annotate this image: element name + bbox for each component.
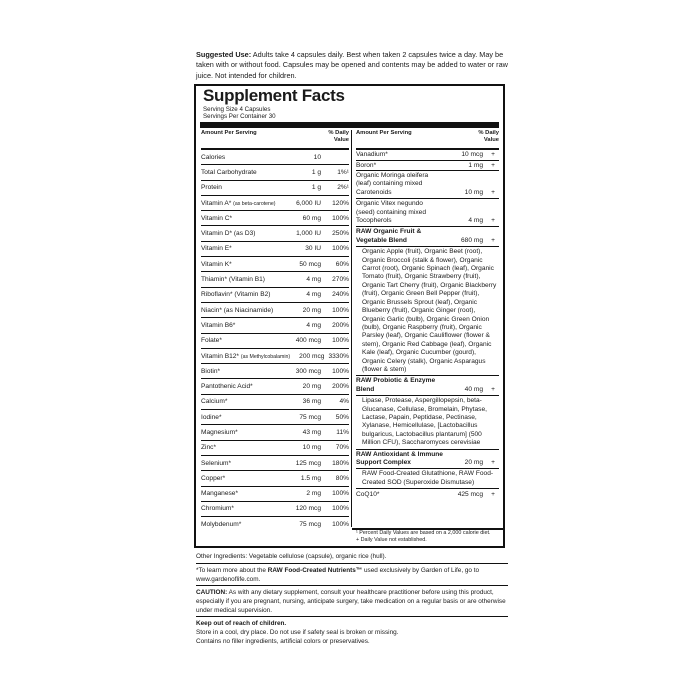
- nutrient-name: Vitamin D* (as D3): [201, 230, 256, 238]
- nutrient-name: Vitamin B12*: [201, 352, 241, 360]
- nutrient-row: [201, 441, 349, 456]
- nutrient-name-cell: [201, 184, 279, 191]
- nutrient-row: [201, 471, 349, 486]
- nutrient-name-cell: [201, 245, 279, 252]
- nutrient-amount: 20 mg: [302, 383, 321, 391]
- nutrient-name: Calories: [201, 153, 226, 161]
- nutrient-dv: 100%: [332, 306, 349, 314]
- serving-size: Serving Size 4 Capsules: [203, 106, 271, 113]
- nutrient-amount: 300 mcg: [295, 367, 321, 375]
- other-ingredients: Other Ingredients: Vegetable cellulose (capsule), organic rice (hull).: [196, 553, 387, 560]
- nutrient-name: Vitamin C*: [201, 214, 233, 222]
- nutrient-name-cell: [201, 475, 279, 482]
- column-divider: [351, 130, 352, 527]
- fruit-veg-amount: 680 mg: [461, 236, 483, 244]
- nutrient-row: [201, 303, 349, 318]
- nutrient-dv: 200%: [332, 321, 349, 329]
- fruit-veg-name: RAW Organic Fruit & Vegetable Blend: [356, 228, 422, 244]
- nutrient-name: Selenium*: [201, 459, 232, 467]
- left-header-dv: % Daily Value: [328, 130, 349, 143]
- footnote-dv: + Daily Value not established.: [356, 537, 427, 543]
- nutrient-amount: 1 g: [311, 168, 321, 176]
- panel-footnotes: [356, 530, 499, 544]
- probiotic-amount: 40 mg: [464, 385, 483, 393]
- moringa-dv: +: [491, 188, 495, 196]
- nutrient-row: [201, 242, 349, 257]
- nutrient-name-cell: [201, 169, 279, 176]
- nutrient-dv: 2%¹: [337, 184, 349, 192]
- nutrient-amount: 200 mcg: [299, 352, 325, 360]
- nutrient-name-cell: [201, 383, 279, 390]
- nutrient-amount: 1,000 IU: [296, 230, 321, 238]
- nutrient-amount: 125 mcg: [295, 459, 321, 467]
- supplement-facts-panel: [194, 84, 505, 548]
- learn-more: [196, 566, 516, 584]
- nutrient-name-cell: [201, 490, 279, 497]
- coq10-row: [356, 489, 499, 500]
- nutrient-row: [201, 272, 349, 287]
- nutrient-row: [201, 487, 349, 502]
- nutrient-amount: 2 mg: [306, 490, 321, 498]
- learn-more-bold: RAW Food-Created Nutrients™: [267, 567, 363, 574]
- nutrient-note: (as beta-carotene): [233, 200, 276, 207]
- nutrient-name: Iodine*: [201, 413, 222, 421]
- nutrient-name-cell: [201, 444, 279, 451]
- learn-more-pre: *To learn more about the: [196, 567, 268, 574]
- serving-info: [203, 106, 276, 121]
- coq10-amount: 425 mcg: [457, 490, 483, 498]
- nutrient-dv: 1%¹: [337, 168, 349, 176]
- nutrient-name: Vitamin E*: [201, 245, 232, 253]
- moringa-amount: 10 mg: [464, 188, 483, 196]
- nutrient-name-cell: [201, 505, 279, 512]
- nutrient-dv: 100%: [332, 214, 349, 222]
- boron-dv: +: [491, 161, 495, 169]
- nutrient-name-cell: [201, 307, 279, 314]
- nutrient-dv: 3330%: [328, 352, 349, 360]
- nutrient-dv: 120%: [332, 199, 349, 207]
- nutrient-row: [201, 288, 349, 303]
- nutrient-row: [201, 425, 349, 440]
- nutrient-amount: 1 g: [311, 184, 321, 192]
- nutrient-row: [201, 517, 349, 532]
- nutrient-amount: 120 mcg: [295, 505, 321, 513]
- nutrient-row: [201, 395, 349, 410]
- nutrient-name: Copper*: [201, 474, 226, 482]
- nutrient-dv: 270%: [332, 276, 349, 284]
- nutrient-row: [201, 211, 349, 226]
- vanadium-name: Vanadium*: [356, 151, 388, 159]
- suggested-use-label: Suggested Use:: [196, 50, 252, 59]
- nutrient-name: Folate*: [201, 337, 222, 345]
- coq10-dv: +: [491, 490, 495, 498]
- nutrient-name: Zinc*: [201, 444, 217, 452]
- probiotic-ingredients: Lipase, Protease, Aspergillopepsin, beta-Glucanase, Cellulase, Bromelain, Phytase, Lactase, Papain, Peptidase, Pectinase, Xylanase, Hemicellulase, [Lactobacillus bulgaricus, Lactobacillus plantarum] (500 Million CFU), Saccharomyces cerevisiae: [356, 396, 499, 449]
- nutrient-name: Pantothenic Acid*: [201, 383, 253, 391]
- nutrient-amount: 1.5 mg: [300, 474, 321, 482]
- nutrient-dv: 100%: [332, 337, 349, 345]
- nutrient-amount: 4 mg: [306, 276, 321, 284]
- nutrient-dv: 180%: [332, 459, 349, 467]
- nutrient-note: (as Methylcobalamin): [240, 353, 291, 360]
- nutrient-amount: 400 mcg: [295, 337, 321, 345]
- vitex-text: Organic Vitex negundo (seed) containing mixed Tocopherols: [356, 200, 427, 225]
- moringa-row: [356, 171, 499, 199]
- nutrient-name-cell: [201, 261, 279, 268]
- nutrient-row: [201, 165, 349, 180]
- right-column: [356, 130, 499, 500]
- left-column: [201, 130, 349, 532]
- nutrient-amount: 4 mg: [306, 291, 321, 299]
- nutrient-amount: 50 mcg: [299, 260, 321, 268]
- right-header: [356, 130, 499, 150]
- vanadium-amount: 10 mcg: [461, 151, 483, 159]
- boron-amount: 1 mg: [468, 161, 483, 169]
- nutrient-name: Vitamin B6*: [201, 321, 236, 329]
- antioxidant-ingredients: RAW Food-Created Glutathione, RAW Food-Created SOD (Superoxide Dismutase): [356, 469, 499, 489]
- divider-1: [196, 563, 508, 564]
- nutrient-dv: 80%: [335, 474, 349, 482]
- nutrient-amount: 60 mg: [302, 214, 321, 222]
- nutrient-row: [201, 364, 349, 379]
- nutrient-amount: 36 mg: [302, 398, 321, 406]
- nutrient-name-cell: [201, 154, 279, 161]
- nutrient-name-cell: [201, 200, 279, 207]
- suggested-use-text: Adults take 4 capsules daily. Best when taken 2 capsules twice a day. May be taken with or without food. Capsules may be opened and contents may be added to water or raw juice. Not intended for children.: [196, 50, 508, 80]
- nutrient-name-cell: [201, 291, 279, 298]
- panel-title: Supplement Facts: [203, 86, 345, 105]
- nutrient-name-cell: [201, 215, 279, 222]
- nutrient-dv: 100%: [332, 490, 349, 498]
- nutrient-amount: 30 IU: [305, 245, 321, 253]
- caution-label: CAUTION:: [196, 589, 228, 596]
- moringa-text: Organic Moringa oleifera (leaf) containing mixed Carotenoids: [356, 172, 429, 196]
- fruit-veg-dv: +: [491, 236, 495, 244]
- nutrient-dv: 60%: [335, 260, 349, 268]
- nutrient-dv: 70%: [335, 444, 349, 452]
- nutrient-dv: 50%: [335, 413, 349, 421]
- nutrient-dv: 100%: [332, 521, 349, 529]
- boron-row: [356, 161, 499, 172]
- nutrient-name: Calcium*: [201, 398, 228, 406]
- nutrient-row: [201, 150, 349, 165]
- keep-out-of-reach: Keep out of reach of children.: [196, 620, 287, 627]
- nutrient-dv: 4%: [339, 398, 349, 406]
- thick-divider: [200, 122, 499, 128]
- nutrient-name: Vitamin A*: [201, 199, 234, 207]
- nutrient-row: [201, 410, 349, 425]
- boron-name: Boron*: [356, 161, 377, 169]
- nutrient-name: Thiamin* (Vitamin B1): [201, 276, 266, 284]
- nutrient-name-cell: [201, 429, 279, 436]
- fruit-veg-ingredients: Organic Apple (fruit), Organic Beet (root), Organic Broccoli (stalk & flower), Organic Carrot (root), Organic Spinach (leaf), Organic Tomato (fruit), Organic Strawberry (fruit), Organic Tart Cherry (fruit), Organic Blackberry (fruit), Organic Green Bell Pepper (fruit), Organic Brussels Sprout (leaf), Organic Blueberry (fruit), Organic Ginger (root), Organic Garlic (bulb), Organic Green Onion (bulb), Organic Raspberry (fruit), Organic Parsley (leaf), Organic Cauliflower (flower & stem), Organic Red Cabbage (leaf), Organic Kale (leaf), Organic Cucumber (gourd), Organic Celery (stalk), Organic Asparagus (flower & stem): [356, 247, 499, 376]
- nutrient-amount: 75 mcg: [299, 521, 321, 529]
- nutrient-name-cell: [201, 276, 279, 283]
- nutrient-dv: 250%: [332, 230, 349, 238]
- vanadium-dv: +: [491, 151, 495, 159]
- nutrient-name: Total Carbohydrate: [201, 168, 257, 176]
- fruit-veg-blend-row: [356, 227, 499, 247]
- nutrient-row: [201, 257, 349, 272]
- nutrient-row: [201, 226, 349, 241]
- learn-more-post: used exclusively by Garden of Life, go to www.gardenoflife.com.: [196, 567, 480, 583]
- nutrient-name-cell: [201, 322, 279, 329]
- nutrient-name-cell: [201, 353, 290, 360]
- nutrient-name: Protein: [201, 184, 222, 192]
- nutrient-dv: 100%: [332, 245, 349, 253]
- nutrient-amount: 6,000 IU: [296, 199, 321, 207]
- antioxidant-name: RAW Antioxidant & Immune Support Complex: [356, 450, 443, 466]
- caution: [196, 588, 516, 615]
- nutrient-amount: 75 mcg: [299, 413, 321, 421]
- left-header-amount: Amount Per Serving: [201, 130, 257, 136]
- nutrient-dv: 100%: [332, 367, 349, 375]
- nutrient-name: Magnesium*: [201, 428, 238, 436]
- nutrient-name-cell: [201, 521, 279, 528]
- nutrient-name: Molybdenum*: [201, 521, 242, 529]
- nutrient-name: Biotin*: [201, 367, 221, 375]
- nutrient-row: [201, 318, 349, 333]
- nutrient-row: [201, 334, 349, 349]
- nutrient-row: [201, 196, 349, 211]
- vitex-dv: +: [491, 217, 495, 225]
- nutrient-row: [201, 456, 349, 471]
- nutrient-name-cell: [201, 368, 279, 375]
- right-header-dv: % Daily Value: [478, 130, 499, 143]
- nutrient-row: [201, 181, 349, 196]
- contains-text: Contains no filler ingredients, artificial colors or preservatives.: [196, 638, 370, 645]
- coq10-name: CoQ10*: [356, 490, 380, 498]
- nutrient-name-cell: [201, 337, 279, 344]
- divider-2: [196, 585, 508, 586]
- nutrient-dv: 11%: [336, 428, 349, 436]
- nutrient-name-cell: [201, 414, 279, 421]
- antioxidant-complex-row: [356, 450, 499, 470]
- nutrient-name: Niacin* (as Niacinamide): [201, 306, 274, 314]
- storage-text: Store in a cool, dry place. Do not use if safety seal is broken or missing.: [196, 629, 399, 636]
- nutrient-row: [201, 379, 349, 394]
- nutrient-row: [201, 349, 349, 364]
- probiotic-name: RAW Probiotic & Enzyme Blend: [356, 377, 436, 393]
- divider-3: [196, 616, 508, 617]
- antioxidant-dv: +: [491, 459, 495, 466]
- nutrient-name: Manganese*: [201, 490, 239, 498]
- left-header: [201, 130, 349, 150]
- vitex-row: [356, 199, 499, 227]
- nutrient-amount: 10: [313, 153, 321, 161]
- probiotic-blend-row: [356, 376, 499, 396]
- nutrient-row: [201, 502, 349, 517]
- nutrient-dv: 100%: [332, 505, 349, 513]
- nutrient-name-cell: [201, 398, 279, 405]
- servings-per-container: Servings Per Container 30: [203, 113, 276, 121]
- right-header-amount: Amount Per Serving: [356, 130, 412, 136]
- nutrient-amount: 4 mg: [306, 321, 321, 329]
- nutrient-dv: 240%: [332, 291, 349, 299]
- probiotic-dv: +: [491, 385, 495, 393]
- vitex-amount: 4 mg: [468, 217, 483, 225]
- storage-block: [196, 619, 516, 646]
- nutrient-dv: 200%: [332, 383, 349, 391]
- nutrient-amount: 10 mg: [302, 444, 321, 452]
- antioxidant-amount: 20 mg: [464, 459, 483, 466]
- nutrient-name: Vitamin K*: [201, 260, 232, 268]
- nutrient-name: Chromium*: [201, 505, 234, 513]
- vanadium-row: [356, 150, 499, 161]
- nutrient-name: Riboflavin* (Vitamin B2): [201, 291, 271, 299]
- nutrient-name-cell: [201, 230, 279, 237]
- footnote-percent: ¹ Percent Daily Values are based on a 2,000 calorie diet.: [356, 530, 491, 536]
- nutrient-name-cell: [201, 460, 279, 467]
- nutrient-amount: 43 mg: [302, 428, 321, 436]
- caution-text: As with any dietary supplement, consult your healthcare practitioner before using this product, especially if you are pregnant, nursing, anticipate surgery, take medication on a regular basis or are otherwise under medical supervision.: [196, 589, 506, 614]
- suggested-use: [196, 50, 516, 81]
- nutrient-amount: 20 mg: [302, 306, 321, 314]
